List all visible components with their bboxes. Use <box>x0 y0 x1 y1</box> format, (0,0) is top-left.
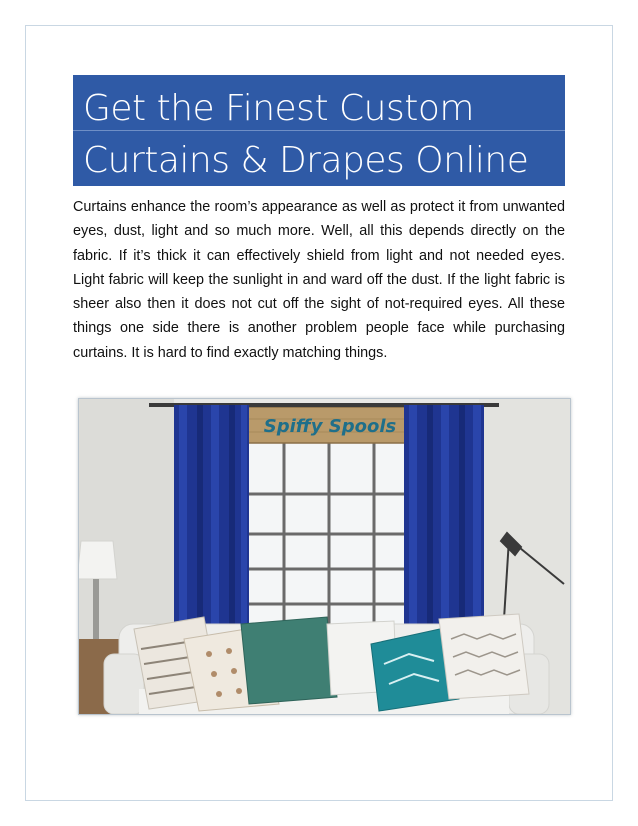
title-line-2: Curtains & Drapes Online <box>83 140 529 181</box>
title-line-1: Get the Finest Custom <box>83 88 474 129</box>
spiffy-spools-sign <box>247 407 413 443</box>
left-curtain <box>174 405 249 635</box>
photo-illustration <box>79 399 570 714</box>
brand-sign-text: Spiffy Spools <box>263 416 397 437</box>
right-curtain <box>404 405 484 635</box>
title-banner <box>73 75 565 186</box>
body-paragraph: Curtains enhance the room’s appearance as well as protect it from unwanted eyes, dust, light and so much more. Well, all this depends directly on the fabric. If it’s thick it can effectively shield from light and not needed eyes. Light fabric will keep the sunlight in and ward off the dust. If the light fabric is sheer also then it does not cut off the sight of not-required eyes. All these things one side there is another problem people face while purchasing curtains. It is hard to find exactly matching things. <box>73 199 565 361</box>
living-room-curtains-photo <box>78 398 571 715</box>
title-divider <box>73 130 565 131</box>
pillows <box>134 614 529 711</box>
